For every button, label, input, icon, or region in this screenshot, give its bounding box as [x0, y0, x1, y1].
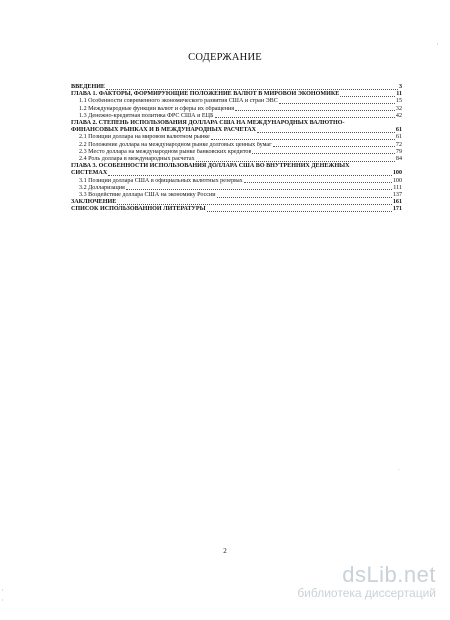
- toc-entry: [71, 185, 402, 192]
- toc-entry-page: 100: [392, 170, 402, 177]
- toc-leader-dots: [207, 211, 392, 212]
- toc-entry-page: 111: [393, 184, 402, 191]
- toc-entry-title: 1.3 Денежно-кредитная политика ФРС США и ЕЦБ: [79, 112, 214, 119]
- watermark-tagline: библиотека диссертаций: [297, 586, 436, 600]
- toc-leader-dots: [211, 139, 395, 140]
- toc-entry-page: 79: [395, 148, 402, 155]
- page-title: СОДЕРЖАНИЕ: [188, 52, 262, 63]
- toc-entry: [71, 106, 402, 113]
- toc-entry-title: СПИСОК ИСПОЛЬЗОВАННОЙ ЛИТЕРАТУРЫ: [71, 206, 206, 213]
- scan-mark: ·: [398, 468, 400, 473]
- toc-leader-dots: [126, 189, 393, 190]
- scan-mark: ': [2, 590, 3, 595]
- toc-leader-dots: [215, 117, 395, 118]
- toc-leader-dots: [117, 204, 392, 205]
- toc-entry: [71, 206, 402, 213]
- toc-entry: [71, 127, 402, 134]
- toc-leader-dots: [244, 182, 392, 183]
- toc-entry-title: 2.4 Роль доллара в международных расчетах: [79, 156, 195, 163]
- toc-entry-title: ЗАКЛЮЧЕНИЕ: [71, 199, 117, 206]
- toc-entry: [71, 156, 402, 163]
- toc-entry-page: 61: [395, 134, 402, 141]
- toc-entry: [71, 163, 402, 170]
- toc-entry-page: 42: [395, 112, 402, 119]
- toc-entry-title: ГЛАВА 3. ОСОБЕННОСТИ ИСПОЛЬЗОВАНИЯ ДОЛЛАРА США ВО ВНУТРЕННИХ ДЕНЕЖНЫХ: [71, 163, 350, 170]
- toc-leader-dots: [196, 161, 395, 162]
- toc-entry: [71, 149, 402, 156]
- toc-entry-page: 72: [395, 141, 402, 148]
- toc-leader-dots: [108, 175, 392, 176]
- toc-entry-title: 3.1 Позиции доллара США в официальных валютных резервах: [79, 177, 243, 184]
- toc-entry: [71, 120, 402, 127]
- toc-entry: [71, 98, 402, 105]
- toc-entry-title: 2.3 Место доллара на международном рынке банковских кредитов: [79, 148, 252, 155]
- toc-entry: [71, 142, 402, 149]
- toc-entry-page: 61: [395, 127, 402, 134]
- toc-entry-page: 11: [396, 91, 402, 98]
- toc-entry-title: 1.1 Особенности современного экономического развития США и стран ЭВС: [79, 98, 278, 105]
- toc-entry-page: 100: [392, 177, 402, 184]
- toc-entry-page: 32: [395, 105, 402, 112]
- toc-entry: [71, 199, 402, 206]
- toc-leader-dots: [217, 197, 392, 198]
- table-of-contents: [71, 84, 402, 214]
- toc-entry-page: 161: [392, 199, 402, 206]
- toc-entry-title: 3.3 Воздействие доллара США на экономику России: [79, 192, 216, 199]
- toc-entry-page: 171: [392, 206, 402, 213]
- toc-entry-title: 2.2 Положение доллара на международном рынке долговых ценных бумаг: [79, 141, 272, 148]
- toc-entry-title: ГЛАВА 2. СТЕПЕНЬ ИСПОЛЬЗОВАНИЯ ДОЛЛАРА США НА МЕЖДУНАРОДНЫХ ВАЛЮТНО-: [71, 120, 345, 127]
- watermark: [297, 562, 436, 600]
- toc-entry-title: 1.2 Международные функции валют и сферы их обращения: [79, 105, 235, 112]
- page-number: 2: [223, 547, 227, 555]
- toc-entry-page: 84: [395, 156, 402, 163]
- toc-entry-title: СИСТЕМАХ: [71, 170, 108, 177]
- toc-entry-title: 3.2 Долларизация: [79, 184, 125, 191]
- toc-entry-page: 137: [392, 192, 402, 199]
- toc-leader-dots: [257, 132, 395, 133]
- toc-entry: [71, 192, 402, 199]
- scan-mark: ': [437, 44, 438, 49]
- toc-entry: [71, 91, 402, 98]
- scan-mark: ': [2, 600, 3, 605]
- toc-entry-page: 15: [395, 98, 402, 105]
- toc-leader-dots: [279, 103, 395, 104]
- toc-leader-dots: [340, 96, 395, 97]
- toc-entry: [71, 84, 402, 91]
- toc-leader-dots: [235, 110, 395, 111]
- toc-leader-dots: [252, 153, 395, 154]
- toc-leader-dots: [273, 146, 395, 147]
- toc-entry: [71, 170, 402, 177]
- toc-entry-page: 3: [398, 84, 402, 90]
- toc-entry-title: 2.1 Позиции доллара на мировом валютном рынке: [79, 134, 210, 141]
- toc-leader-dots: [106, 89, 398, 90]
- toc-entry-title: ФИНАНСОВЫХ РЫНКАХ И В МЕЖДУНАРОДНЫХ РАСЧЕТАХ: [71, 127, 257, 134]
- toc-entry: [71, 113, 402, 120]
- watermark-logo: dsLib.net: [342, 562, 436, 587]
- toc-entry: [71, 178, 402, 185]
- toc-entry-title: ВВЕДЕНИЕ: [71, 84, 105, 90]
- toc-entry: [71, 134, 402, 141]
- toc-entry-title: ГЛАВА 1. ФАКТОРЫ, ФОРМИРУЮЩИЕ ПОЛОЖЕНИЕ ВАЛЮТ В МИРОВОЙ ЭКОНОМИКЕ: [71, 91, 340, 98]
